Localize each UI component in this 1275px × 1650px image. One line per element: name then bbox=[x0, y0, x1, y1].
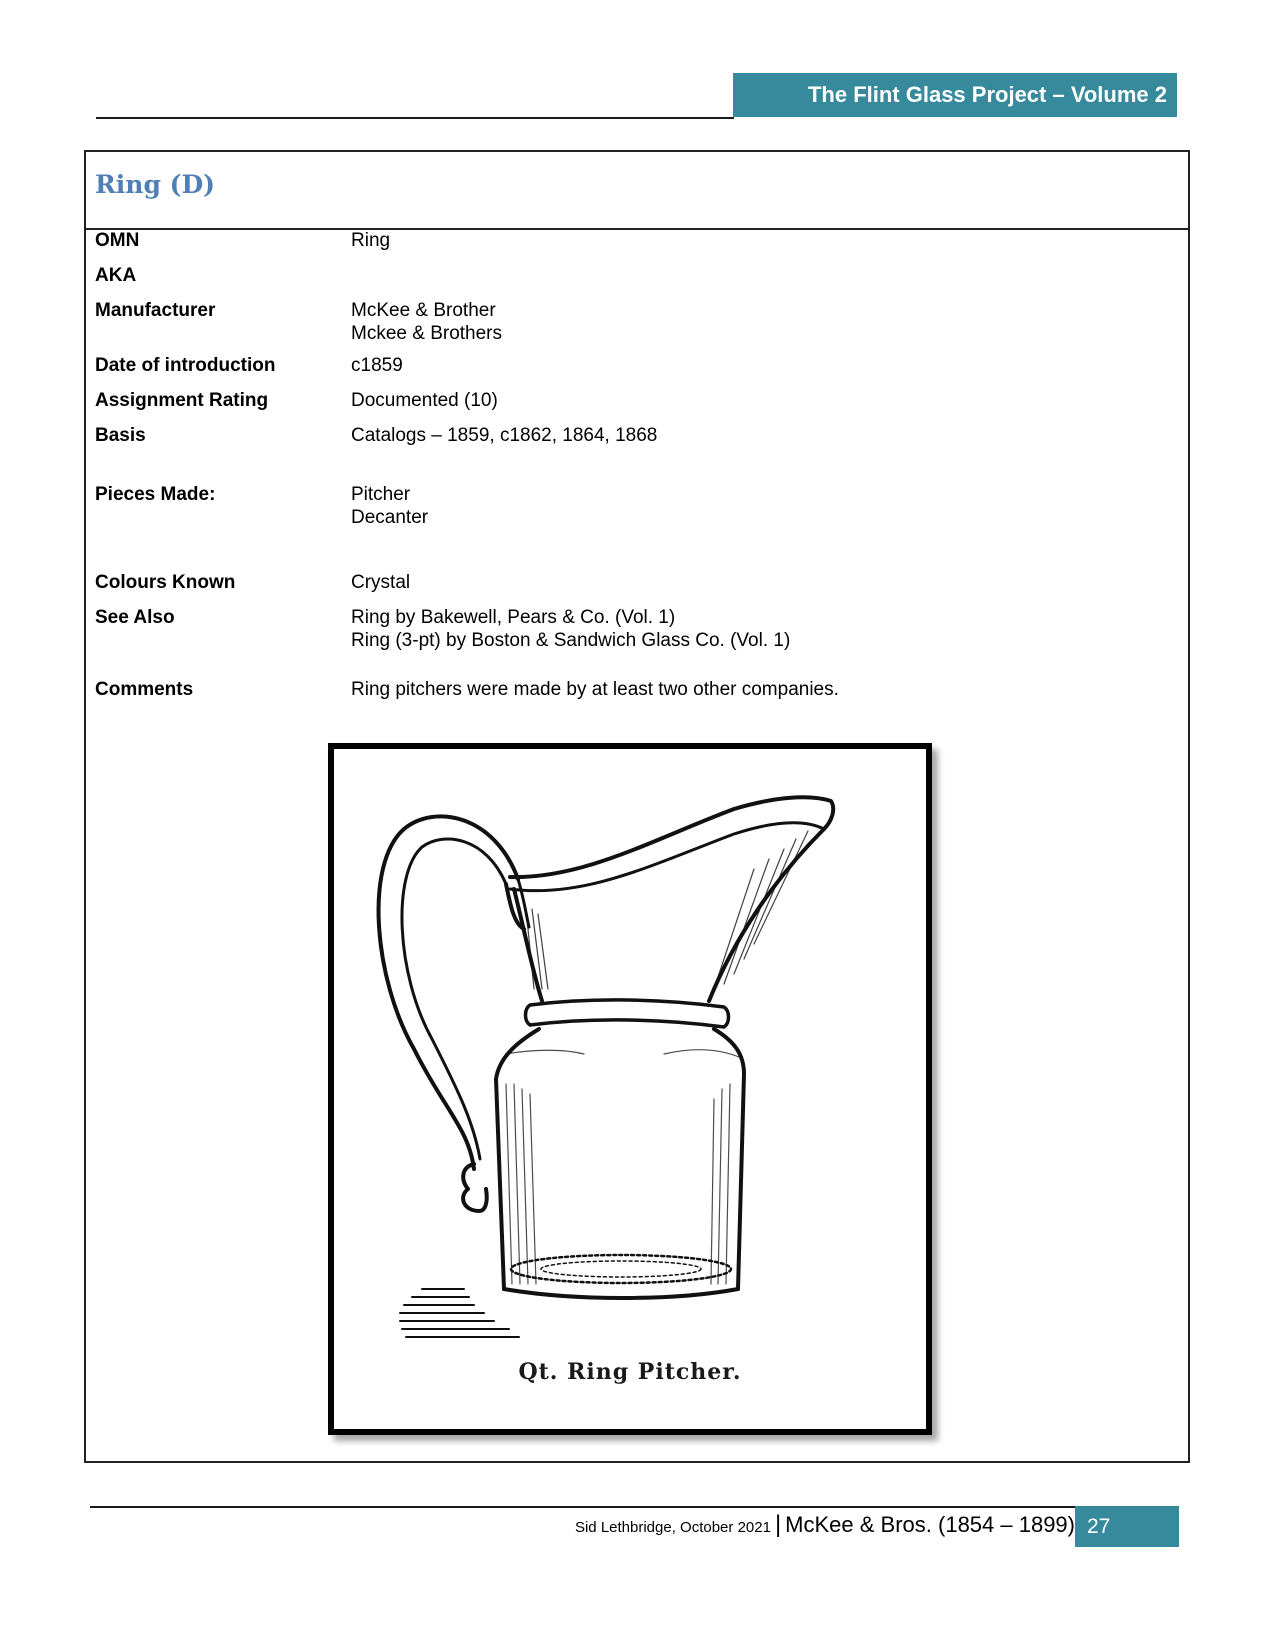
entry-title: Ring (D) bbox=[95, 170, 215, 199]
pitcher-illustration bbox=[334, 749, 926, 1429]
footer-text bbox=[575, 1511, 1075, 1539]
field-value-comments: Ring pitchers were made by at least two other companies. bbox=[351, 679, 839, 700]
header-banner bbox=[733, 73, 1177, 117]
neck-hatching bbox=[526, 831, 808, 989]
page-number: 27 bbox=[1087, 1515, 1111, 1538]
field-label-see-also: See Also bbox=[95, 607, 175, 628]
field-value-rating: Documented (10) bbox=[351, 390, 498, 411]
field-value-pieces-1: Pitcher bbox=[351, 484, 411, 505]
field-label-basis: Basis bbox=[95, 425, 146, 446]
field-label-date: Date of introduction bbox=[95, 355, 276, 376]
field-label-colours: Colours Known bbox=[95, 572, 236, 593]
field-value-colours: Crystal bbox=[351, 572, 411, 593]
field-label-comments: Comments bbox=[95, 679, 194, 700]
header-rule bbox=[96, 117, 734, 119]
field-value-basis: Catalogs – 1859, c1862, 1864, 1868 bbox=[351, 425, 658, 446]
footer-rule bbox=[90, 1506, 1076, 1508]
figure-frame bbox=[328, 743, 932, 1435]
field-label-manufacturer: Manufacturer bbox=[95, 300, 216, 321]
field-value-see-also-1: Ring by Bakewell, Pears & Co. (Vol. 1) bbox=[351, 607, 676, 628]
body-hatching bbox=[506, 1050, 739, 1284]
field-value-date: c1859 bbox=[351, 355, 403, 376]
footer-separator: | bbox=[774, 1511, 782, 1538]
field-label-rating: Assignment Rating bbox=[95, 390, 269, 411]
page-number-box bbox=[1075, 1506, 1179, 1547]
field-value-manufacturer-1: McKee & Brother bbox=[351, 300, 496, 321]
figure-caption: Qt. Ring Pitcher. bbox=[518, 1359, 742, 1385]
footer-section-title: McKee & Bros. (1854 – 1899) bbox=[785, 1512, 1075, 1537]
field-value-see-also-2: Ring (3-pt) by Boston & Sandwich Glass Co. (Vol. 1) bbox=[351, 630, 791, 651]
field-label-pieces: Pieces Made: bbox=[95, 484, 216, 505]
title-rule bbox=[84, 228, 1190, 230]
field-label-omn: OMN bbox=[95, 230, 140, 251]
shadow-hatching bbox=[400, 1289, 519, 1337]
footer-author: Sid Lethbridge, October 2021 bbox=[574, 1519, 771, 1536]
header-banner-text: The Flint Glass Project – Volume 2 bbox=[807, 82, 1167, 107]
field-value-omn: Ring bbox=[351, 230, 391, 251]
field-label-aka: AKA bbox=[95, 265, 137, 286]
field-value-manufacturer-2: Mckee & Brothers bbox=[351, 323, 502, 344]
field-value-pieces-2: Decanter bbox=[351, 507, 429, 528]
